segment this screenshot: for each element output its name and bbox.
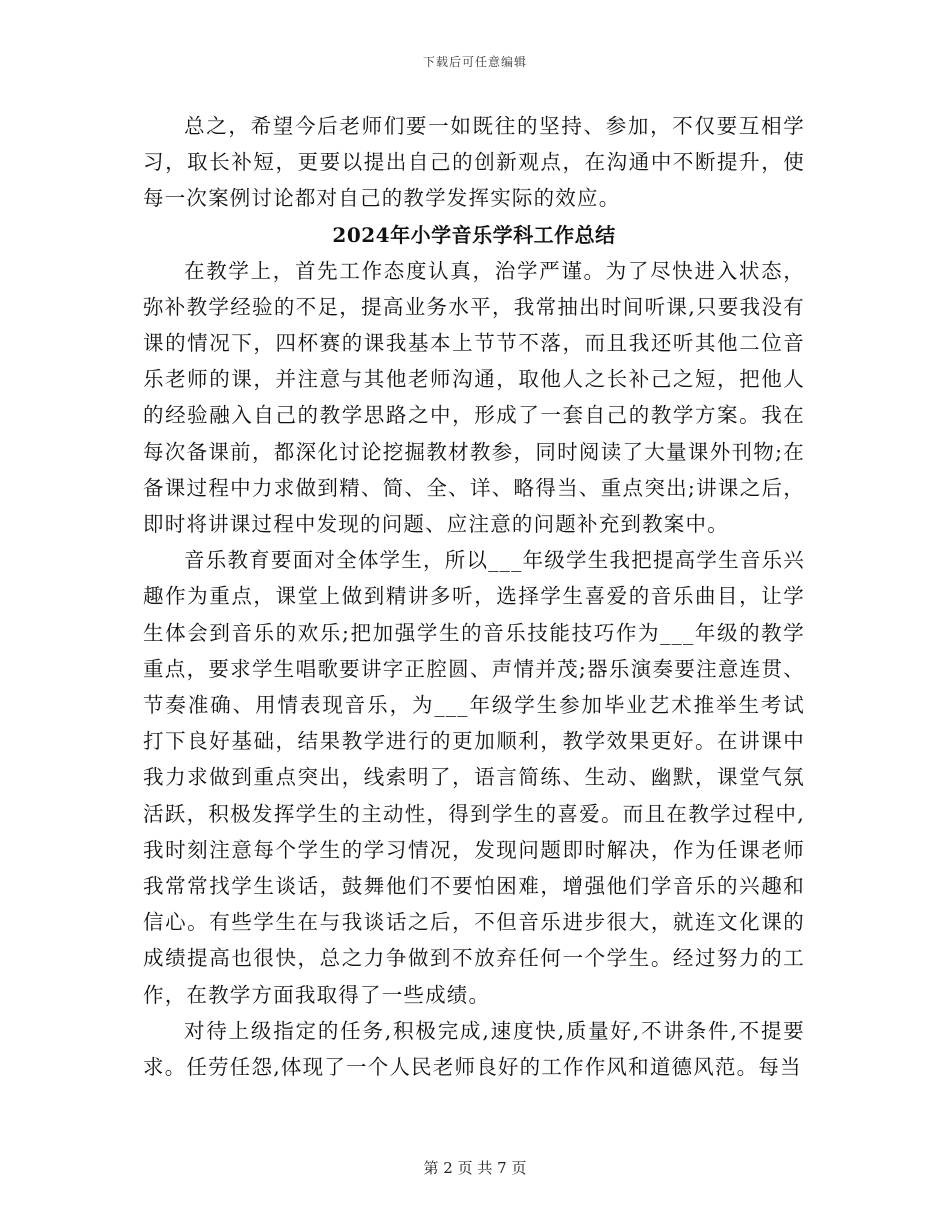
page-header: 下载后可任意编辑: [422, 55, 527, 69]
body-paragraph: 音乐教育要面对全体学生，所以___年级学生我把提高学生音乐兴趣作为重点，课堂上做到精讲多听，选择学生喜爱的音乐曲目，让学生体会到音乐的欢乐;把加强学生的音乐技能技巧作为___年级的教学重点，要求学生唱歌要讲字正腔圆、声情并茂;器乐演奏要注意连贯、节奏准确、用情表现音乐，为___年级学生参加毕业艺术推举生考试打下良好基础，结果教学进行的更加顺利，教学效果更好。在讲课中我力求做到重点突出，线索明了，语言简练、生动、幽默，课堂气氛活跃，积极发挥学生的主动性，得到学生的喜爱。而且在教学过程中,我时刻注意每个学生的学习情况，发现问题即时解决，作为任课老师我常常找学生谈话，鼓舞他们不要怕困难，增强他们学音乐的兴趣和信心。有些学生在与我谈话之后，不但音乐进步很大，就连文化课的成绩提高也很快，总之力争做到不放弃任何一个学生。经过努力的工作，在教学方面我取得了一些成绩。: [143, 548, 805, 1007]
body-paragraph: 对待上级指定的任务,积极完成,速度快,质量好,不讲条件,不提要求。任劳任怨,体现了一个人民老师良好的工作作风和道德风范。每当: [143, 1018, 805, 1080]
document-body: [143, 108, 805, 1085]
page-number: 第 2 页 共 7 页: [423, 1159, 527, 1177]
document-title: 2024年小学音乐学科工作总结: [332, 222, 616, 247]
body-paragraph: 在教学上，首先工作态度认真，治学严谨。为了尽快进入状态，弥补教学经验的不足，提高业务水平，我常抽出时间听课,只要我没有课的情况下，四杯赛的课我基本上节节不落，而且我还听其他二位音乐老师的课，并注意与其他老师沟通，取他人之长补己之短，把他人的经验融入自己的教学思路之中，形成了一套自己的教学方案。我在每次备课前，都深化讨论挖掘教材教参，同时阅读了大量课外刊物;在备课过程中力求做到精、简、全、详、略得当、重点突出;讲课之后，即时将讲课过程中发现的问题、应注意的问题补充到教案中。: [143, 258, 805, 537]
intro-paragraph: 总之，希望今后老师们要一如既往的坚持、参加，不仅要互相学习，取长补短，更要以提出自己的创新观点，在沟通中不断提升，使每一次案例讨论都对自己的教学发挥实际的效应。: [143, 114, 805, 211]
